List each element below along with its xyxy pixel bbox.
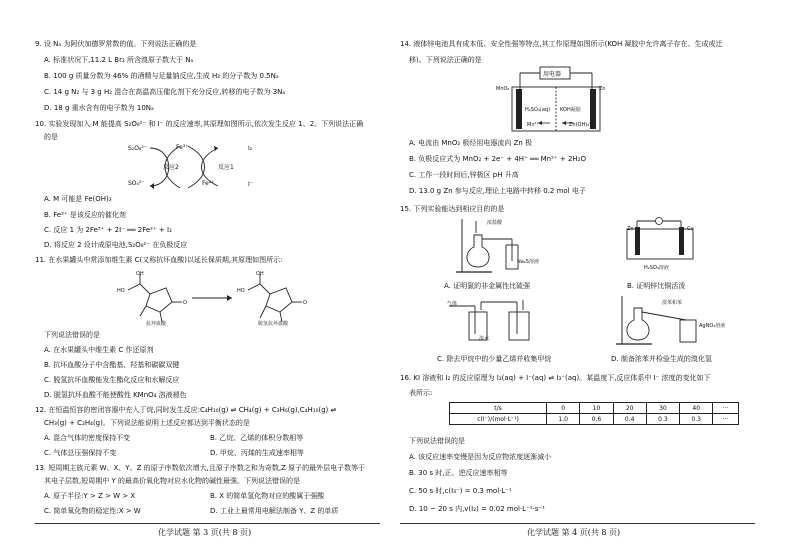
- q14-stem: 14. 液体锌电池具有成本低、安全性强等特点,其工作原理如图所示(KOH 凝胶中允许离子存在、生成或迁: [400, 40, 723, 48]
- q14-load-label: 用电器: [543, 71, 562, 78]
- q9-stem: 9. 设 Nₐ 为阿伏加德罗常数的值。下列说法正确的是: [35, 40, 197, 48]
- q11-o-right: O: [303, 300, 307, 306]
- q14-mno2-label: MnO₂: [496, 86, 510, 92]
- left-page-footer: 化学试题 第 3 页(共 8 页): [158, 528, 252, 537]
- q13-option-c: C. 简单氧化物的稳定性:X > W: [44, 507, 141, 515]
- q10-iminus-label: I⁻: [248, 181, 253, 188]
- q15-caption-b: B. 证明锌比铜活泼: [627, 282, 686, 290]
- q16-option-c: C. 50 s 时,c(I₃⁻) = 0.3 mol·L⁻¹: [409, 487, 512, 495]
- q15-apparatus-c: [447, 296, 547, 346]
- q16-option-d: D. 10 ~ 20 s 内,v(I₂) = 0.02 mol·L⁻¹·s⁻¹: [409, 505, 545, 513]
- q9-option-d: D. 18 g 重水含有的电子数为 10Nₐ: [44, 104, 154, 112]
- q11-ho-right: HO: [237, 288, 245, 294]
- q11-oh-top-right: OH: [256, 271, 264, 277]
- q15-caption-a: A. 证明氯的非金属性比硫强: [444, 282, 531, 290]
- q10-so4-label: SO₄²⁻: [128, 180, 145, 187]
- table-cell: ···: [713, 403, 739, 414]
- table-cell: 0.6: [580, 414, 613, 425]
- table-cell: ···: [713, 414, 739, 425]
- table-cell: c(I⁻)/(mol·L⁻¹): [450, 414, 547, 425]
- table-cell: 10: [580, 403, 613, 414]
- table-cell: 40: [680, 403, 713, 414]
- table-cell: 20: [613, 403, 646, 414]
- q10-option-b: B. Fe²⁺ 是该反应的催化剂: [44, 211, 126, 219]
- q12-stem-cont: CH₃(g) + C₂H₄(g)。下列说法能说明上述反应都达到平衡状态的是: [44, 419, 250, 427]
- q15c-bromine-label: 溴水: [479, 336, 490, 342]
- q16-stem-cont: 表所示:: [409, 389, 433, 397]
- q12-option-d: D. 甲烷、丙烯的生成速率相等: [210, 449, 304, 457]
- q11-o-left: O: [183, 300, 187, 306]
- q16-data-table: [449, 402, 739, 425]
- q14-option-d: D. 13.0 g Zn 参与反应,理论上电路中转移 0.2 mol 电子: [409, 187, 586, 195]
- q15-caption-d: D. 制备浓苯并检验生成的溴化氢: [611, 355, 712, 363]
- q10-stem-cont: 的是: [44, 133, 58, 141]
- q13-option-d: D. 工业上最常用电解法制备 Y、Z 的单质: [210, 507, 339, 515]
- q15d-mix-label: 溴苯和苯: [662, 300, 683, 306]
- q11-option-c: C. 脱氢抗坏血酸能发生酯化反应和水解反应: [44, 376, 180, 384]
- q14-option-b: B. 负极反应式为 MnO₂ + 2e⁻ + 4H⁺ ══ Mn²⁺ + 2H₂O: [409, 155, 586, 163]
- q11-option-b: B. 抗坏血酸分子中含酯基、羟基和碳碳双键: [44, 361, 180, 369]
- table-cell: 1.0: [547, 414, 580, 425]
- q13-stem-cont: 其电子层数,短周期中 Y 的最高价氧化物对应水化物的碱性最强。下列说法错误的是: [44, 477, 300, 485]
- q11-stem: 11. 在水果罐头中常添加维生素 C(又称抗坏血酸)以延长保质期,其原理如图所示:: [35, 256, 283, 264]
- right-page: [397, 0, 794, 554]
- right-footer-rule: [400, 523, 755, 524]
- table-cell: 0.4: [613, 414, 646, 425]
- q14-stem-cont: 移)。下列说法正确的是: [409, 56, 482, 64]
- table-cell: t/s: [450, 403, 547, 414]
- q15a-na2s-label: Na₂S溶液: [517, 259, 539, 265]
- q14-mn2-label: Mn²⁺: [527, 122, 540, 128]
- q10-fe2-label: Fe²⁺: [202, 180, 215, 187]
- q12-option-b: B. 乙烷、乙烯的体积分数相等: [210, 434, 304, 442]
- q10-reaction2-label: 反应2: [163, 164, 179, 171]
- q11-prompt: 下列说法错误的是: [44, 331, 100, 339]
- table-row: [450, 414, 739, 425]
- q11-dehydro-label: 脱氢抗坏血酸: [258, 321, 289, 327]
- q11-option-a: A. 在水果罐头中维生素 C 作还原剂: [44, 346, 154, 354]
- q15b-cu-label: Cu: [687, 226, 694, 232]
- q16-option-a: A. 该反应速率变慢是因为反应物浓度逐渐减小: [409, 453, 552, 461]
- q11-ascorbic-label: 抗坏血酸: [146, 321, 167, 327]
- q15b-zn-label: Zn: [627, 226, 634, 232]
- q15d-agno3-label: AgNO₃溶液: [699, 323, 726, 329]
- q13-option-b: B. X 的简单氢化物对应的酸属于强酸: [210, 492, 325, 500]
- q15b-solution-label: H₂SO₄溶液: [644, 265, 669, 271]
- q10-option-a: A. M 可能是 Fe(OH)₃: [44, 195, 112, 203]
- q10-stem: 10. 实验发现加入 M 能提高 S₂O₈²⁻ 和 I⁻ 的反应速率,其原理如图所示,依次发生反应 1、2。下列说法正确: [35, 120, 364, 128]
- q9-option-c: C. 14 g N₂ 与 3 g H₂ 混合在高温高压催化剂下充分反应,转移的电子数为 3Nₐ: [44, 88, 286, 96]
- table-cell: 0.3: [646, 414, 679, 425]
- left-footer-rule: [35, 523, 380, 524]
- q11-option-d: D. 脱氢抗坏血酸不能使酸性 KMnO₄ 溶液褪色: [44, 391, 187, 399]
- q14-zn-label: Zn: [599, 86, 606, 92]
- q10-i2-label: I₂: [248, 145, 253, 152]
- q15a-acid-label: 浓盐酸: [487, 220, 503, 226]
- q14-option-a: A. 电流由 MnO₂ 极经用电器流向 Zn 极: [409, 139, 533, 147]
- q12-option-a: A. 混合气体的密度保持不变: [44, 434, 131, 442]
- q10-option-d: D. 将反应 2 设计成原电池,S₂O₈²⁻ 在负极反应: [44, 241, 188, 249]
- q10-option-c: C. 反应 1 为 2Fe³⁺ + 2I⁻ ══ 2Fe²⁺ + I₂: [44, 226, 172, 234]
- right-page-footer: 化学试题 第 4 页(共 8 页): [527, 528, 621, 537]
- q9-option-a: A. 标准状况下,11.2 L Br₂ 所含溴原子数大于 Nₐ: [44, 56, 194, 64]
- q12-option-c: C. 气体总压强保持不变: [44, 449, 117, 457]
- table-cell: 30: [646, 403, 679, 414]
- table-cell: 0.3: [680, 414, 713, 425]
- q10-fe3-label: Fe³⁺: [176, 144, 189, 151]
- q11-oh-top-left: OH: [136, 271, 144, 277]
- q15c-gas-label: 气体: [447, 301, 458, 307]
- q15-stem: 15. 下列实验能达到相应目的的是: [400, 205, 505, 213]
- q14-znoh-label: Zn(OH)₄²⁻: [569, 122, 594, 128]
- q11-ho-left: HO: [117, 288, 125, 294]
- q16-option-b: B. 30 s 时,正、逆反应速率相等: [409, 469, 508, 477]
- q15-caption-c: C. 除去甲烷中的少量乙烯并收集甲烷: [437, 355, 552, 363]
- q13-option-a: A. 原子半径:Y > Z > W > X: [44, 492, 136, 500]
- q14-h2so4-label: H₂SO₄(aq): [525, 107, 551, 113]
- q10-reaction1-label: 反应1: [218, 164, 234, 171]
- q12-stem: 12. 在恒温恒容的密闭容器中充入丁烷,同时发生反应:C₄H₁₀(g) ⇌ CH₄(g) + C₃H₆(g),C₄H₁₀(g) ⇌: [35, 406, 337, 414]
- table-cell: 0: [547, 403, 580, 414]
- table-header-row: [450, 403, 739, 414]
- q9-option-b: B. 100 g 质量分数为 46% 的酒精与足量钠反应,生成 H₂ 的分子数为 0.5Nₐ: [44, 72, 279, 80]
- q14-koh-label: KOH凝胶: [560, 107, 581, 113]
- q14-option-c: C. 工作一段时间后,锌极区 pH 升高: [409, 171, 519, 179]
- q16-prompt: 下列说法错误的是: [409, 437, 465, 445]
- q10-s2o8-label: S₂O₈²⁻: [128, 145, 147, 152]
- q13-stem: 13. 短周期主族元素 W、X、Y、Z 的原子序数依次增大,且原子序数之和为奇数,Z 原子的最外层电子数等于: [35, 464, 366, 472]
- q16-stem: 16. KI 溶液和 I₂ 的反应原理为 I₂(aq) + I⁻(aq) ⇌ I₃⁻(aq)。某温度下,反应体系中 I⁻ 浓度的变化如下: [400, 374, 711, 382]
